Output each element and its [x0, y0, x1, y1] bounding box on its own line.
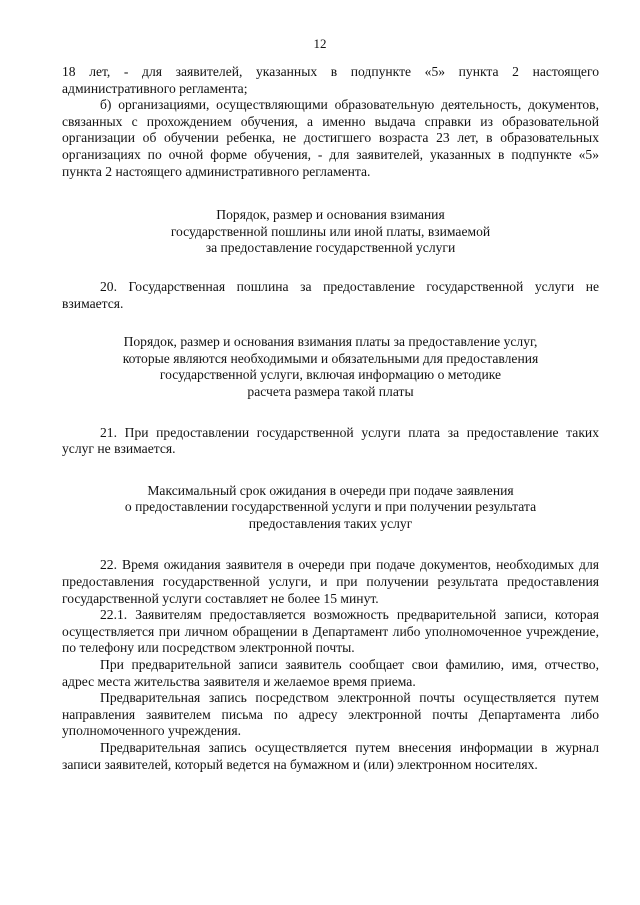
section-heading-fee [62, 207, 599, 257]
paragraph-intro: 18 лет, - для заявителей, указанных в подпункте «5» пункта 2 настоящего административного регламента; [62, 64, 599, 96]
paragraph-b: б) организациями, осуществляющими образовательную деятельность, документов, связанных с прохождением обучения, а именно выдача справки из образовательной организации об обучении ребенка, не достигшего возраста 23 лет, в образовательных организациях по очной форме обучения, - для заявителей, указанных в подпункте «5» пункта 2 настоящего административного регламента. [62, 97, 599, 179]
paragraph-preliminary-record-2: Предварительная запись посредством электронной почты осуществляется путем направления заявителем письма по адресу электронной почты Департамента либо уполномоченного учреждения. [62, 690, 599, 739]
paragraph-20: 20. Государственная пошлина за предоставление государственной услуги не взимается. [62, 278, 599, 311]
paragraph-21: 21. При предоставлении государственной услуги плата за предоставление таких услуг не взимается. [62, 424, 599, 457]
heading-line: которые являются необходимыми и обязательными для предоставления [122, 350, 539, 366]
section-heading-services-fee [62, 334, 599, 400]
paragraph-22-1: 22.1. Заявителям предоставляется возможность предварительной записи, которая осуществляется при личном обращении в Департамент либо уполномоченное учреждение, по телефону или посредством электронной почты. [62, 607, 599, 656]
paragraph-preliminary-record-1: При предварительной записи заявитель сообщает свои фамилию, имя, отчество, адрес места жительства заявителя и желаемое время приема. [62, 657, 599, 689]
heading-line: государственной пошлины или иной платы, взимаемой [170, 223, 491, 239]
heading-line: расчета размера такой платы [247, 383, 414, 399]
heading-line: за предоставление государственной услуги [205, 240, 456, 256]
heading-line: предоставления таких услуг [248, 515, 413, 531]
paragraph-preliminary-record-3: Предварительная запись осуществляется путем внесения информации в журнал записи заявителей, который ведется на бумажном и (или) электронном носителях. [62, 740, 599, 772]
paragraph-22: 22. Время ожидания заявителя в очереди при подаче документов, необходимых для предоставления государственной услуги, и при получении результата предоставления государственной услуги составляет не более 15 минут. [62, 557, 599, 606]
heading-line: Максимальный срок ожидания в очереди при подаче заявления [147, 482, 514, 498]
page-number: 12 [313, 36, 327, 51]
heading-line: государственной услуги, включая информацию о методике [159, 367, 502, 383]
page-content [62, 64, 599, 773]
heading-line: Порядок, размер и основания взимания платы за предоставление услуг, [123, 334, 538, 350]
heading-line: Порядок, размер и основания взимания [216, 207, 445, 223]
heading-line: о предоставлении государственной услуги и при получении результата [124, 499, 537, 515]
section-heading-waiting-time [62, 483, 599, 533]
